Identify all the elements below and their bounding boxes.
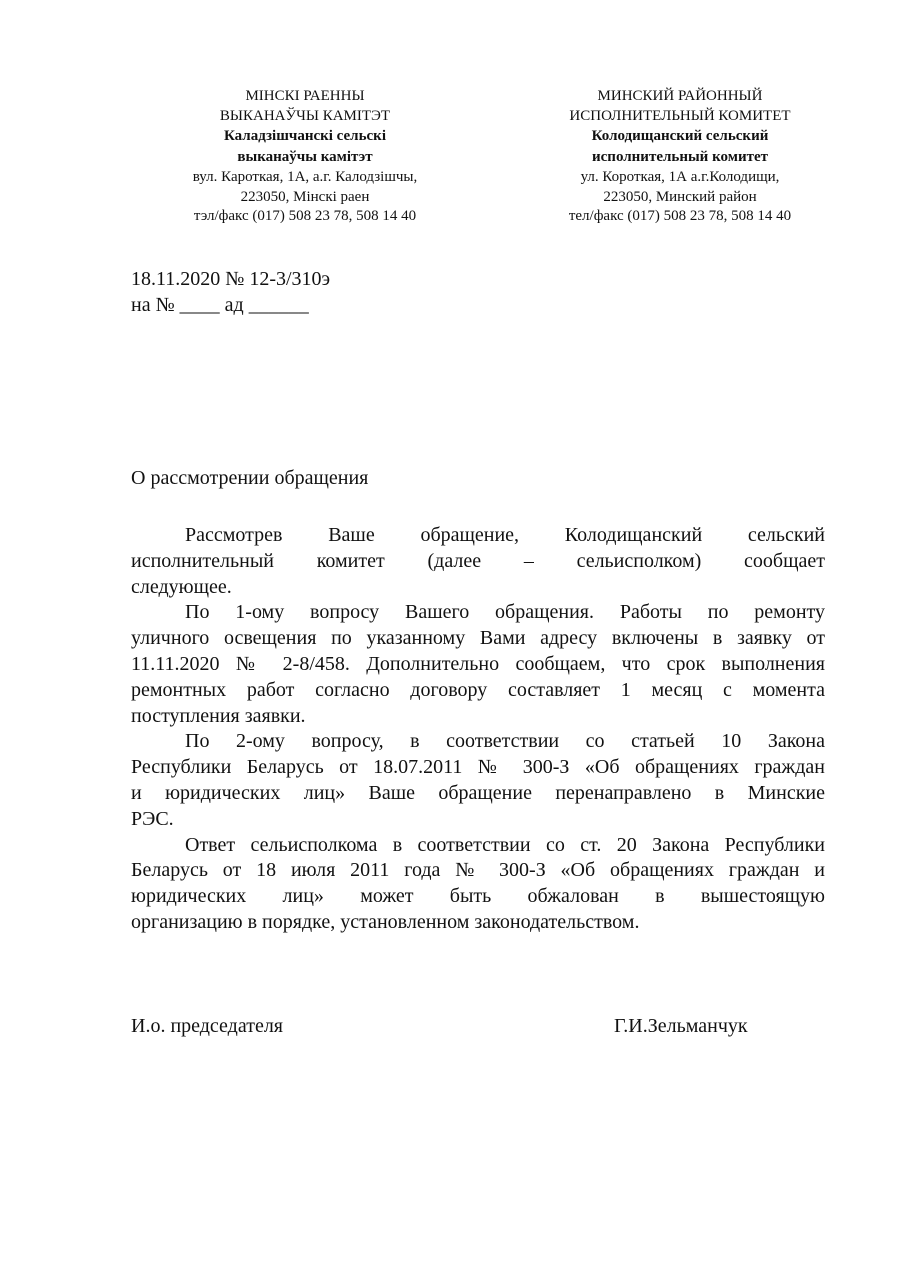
letterhead-phone: тэл/факс (017) 508 23 78, 508 14 40 bbox=[193, 208, 417, 224]
letter-body bbox=[131, 523, 825, 936]
letterhead-belarusian bbox=[140, 87, 470, 227]
letterhead-line: ВЫКАНАЎЧЫ КАМІТЭТ bbox=[219, 107, 391, 124]
letterhead-address: ул. Короткая, 1А а.г.Колодищи, bbox=[580, 169, 780, 185]
letterhead-address: вул. Кароткая, 1А, а.г. Калодзішчы, bbox=[192, 169, 418, 185]
letterhead-line: МІНСКІ РАЕННЫ bbox=[245, 88, 365, 104]
reply-reference: на № ____ ад ______ bbox=[131, 294, 309, 316]
letterhead-line: ИСПОЛНИТЕЛЬНЫЙ КОМИТЕТ bbox=[569, 107, 791, 124]
paragraph-line: Ответ сельисполкома в соответствии со ст. 20 Закона Республики bbox=[185, 833, 825, 856]
paragraph-line: следующее. bbox=[131, 575, 232, 598]
paragraph bbox=[131, 833, 825, 936]
letterhead-org-name: Колодищанский сельский bbox=[591, 128, 769, 144]
subject-line: О рассмотрении обращения bbox=[131, 467, 369, 489]
paragraph-line: организацию в порядке, установленном законодательством. bbox=[131, 910, 640, 933]
letterhead-address: 223050, Мінскі раен bbox=[240, 188, 370, 205]
paragraph-line: Рассмотрев Ваше обращение, Колодищанский сельский bbox=[185, 524, 825, 546]
letterhead-org-name: исполнительный комитет bbox=[592, 149, 768, 165]
paragraph-line: По 2-ому вопросу, в соответствии со статьей 10 Закона bbox=[185, 730, 825, 753]
paragraph-line: Беларусь от 18 июля 2011 года № 300-З «Об обращениях граждан и bbox=[131, 859, 825, 882]
paragraph-line: РЭС. bbox=[131, 807, 174, 830]
letterhead-russian bbox=[515, 87, 845, 227]
letterhead-phone: тел/факс (017) 508 23 78, 508 14 40 bbox=[568, 208, 792, 224]
paragraph-line: Республики Беларусь от 18.07.2011 № 300-З «Об обращениях граждан bbox=[131, 756, 825, 779]
paragraph-line: ремонтных работ согласно договору составляет 1 месяц с момента bbox=[131, 678, 825, 701]
letterhead-org-name: выканаўчы камітэт bbox=[237, 149, 373, 165]
letterhead-line: МИНСКИЙ РАЙОННЫЙ bbox=[597, 88, 763, 104]
paragraph-line: исполнительный комитет (далее – сельисполком) сообщает bbox=[131, 549, 825, 572]
signatory-name: Г.И.Зельманчук bbox=[614, 1015, 748, 1037]
paragraph-line: уличного освещения по указанному Вами адресу включены в заявку от bbox=[131, 627, 825, 650]
paragraph-line: и юридических лиц» Ваше обращение перенаправлено в Минские bbox=[131, 781, 825, 804]
paragraph-line: поступления заявки. bbox=[131, 704, 306, 727]
letterhead-org-name: Каладзішчанскі сельскі bbox=[224, 128, 386, 144]
paragraph-line: юридических лиц» может быть обжалован в вышестоящую bbox=[131, 885, 825, 908]
paragraph-line: 11.11.2020 № 2-8/458. Дополнительно сообщаем, что срок выполнения bbox=[131, 652, 825, 675]
paragraph bbox=[131, 729, 825, 832]
paragraph bbox=[131, 600, 825, 729]
paragraph bbox=[131, 523, 825, 600]
letterhead-address: 223050, Минский район bbox=[603, 188, 757, 205]
signatory-position: И.о. председателя bbox=[131, 1015, 284, 1037]
document-date-number: 18.11.2020 № 12-3/310э bbox=[131, 268, 331, 290]
paragraph-line: По 1-ому вопросу Вашего обращения. Работы по ремонту bbox=[185, 601, 825, 624]
